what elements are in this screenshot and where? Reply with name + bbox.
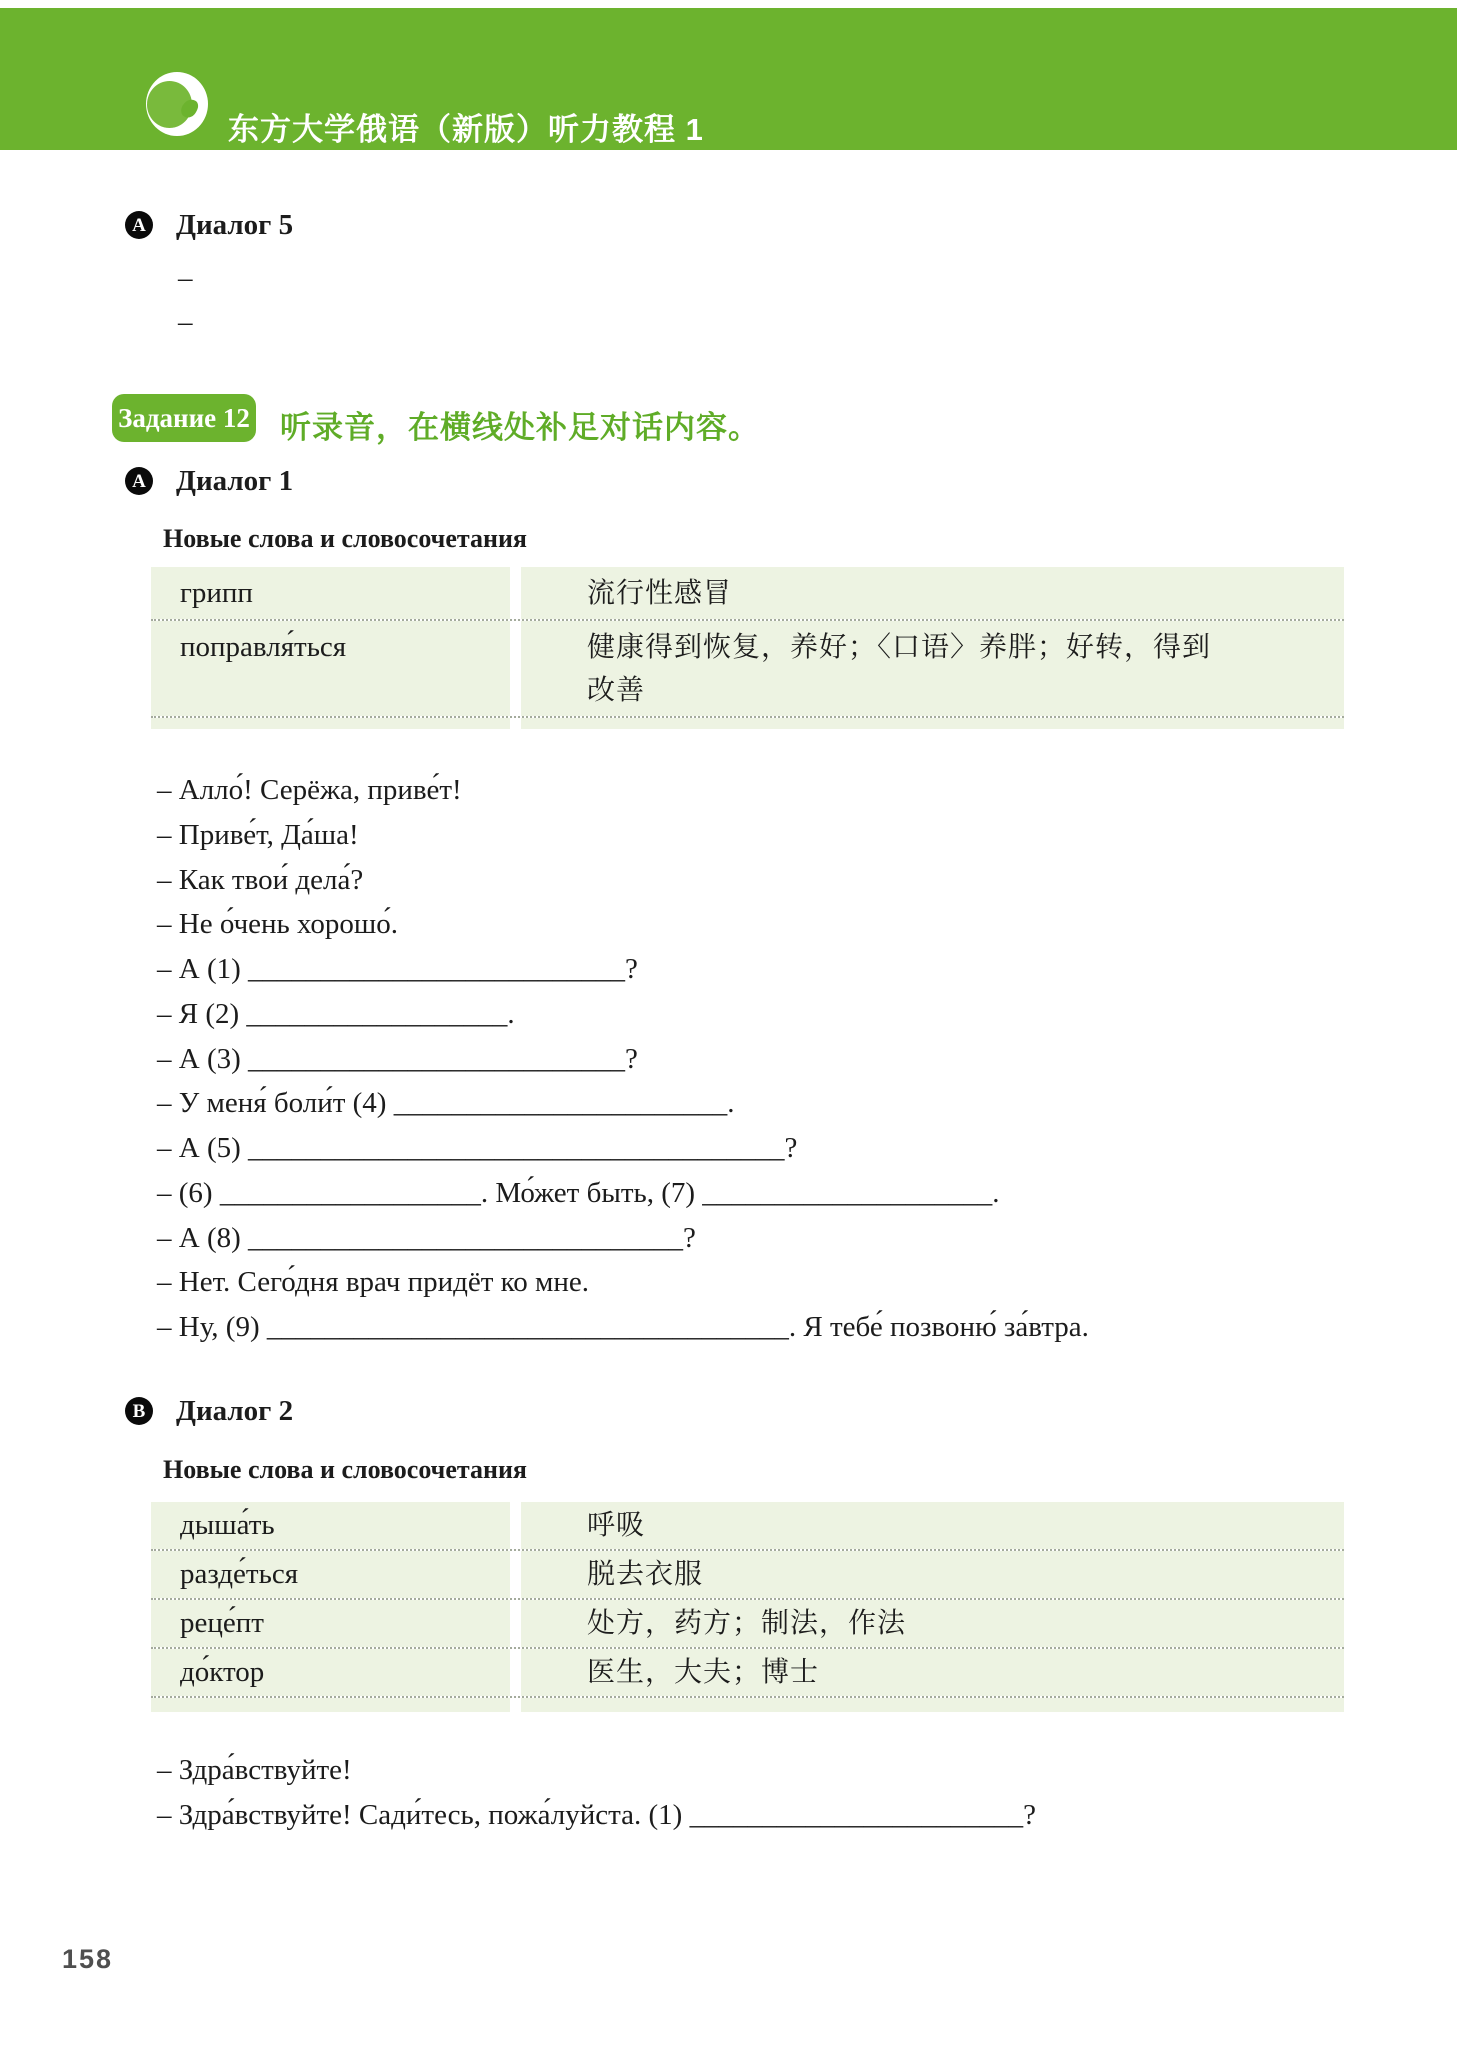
dialog1-lines [157,768,1089,1350]
dialog-line: – А (3) __________________________? [157,1042,638,1075]
book-title: 东方大学俄语（新版）听力教程 1 [228,112,704,147]
dialog-line: – А (1) __________________________? [157,953,638,985]
dialog-line: – [178,262,193,294]
dialog-line: – Приве́т, Да́ша! [157,818,359,851]
vocab-definition: 处方，药方；制法，作法 [521,1600,1344,1647]
dialog-line: – Здра́вствуйте! [157,1754,352,1786]
vocab-row [151,567,1344,621]
vocab-heading: Новые слова и словосочетания [163,1455,527,1484]
vocab-term: дыша́ть [151,1502,510,1549]
dialog2-lines [157,1748,1036,1838]
section-marker-b: B [125,1397,153,1425]
dialog1-title: Диалог 1 [176,465,294,497]
publisher-logo-icon [146,72,208,136]
vocab-table [151,567,1344,729]
dialog-line: – Здра́вствуйте! Сади́тесь, пожа́луйста. (1) _______________________? [157,1798,1036,1831]
dialog-line: – Как твои́ дела́? [157,863,364,896]
vocab-term: грипп [151,567,510,619]
task-badge: Задание 12 [112,394,256,442]
dialog5-title: Диалог 5 [176,209,294,241]
vocab-term: поправля́ться [151,621,510,716]
vocab-definition: 医生，大夫；博士 [521,1649,1344,1696]
dialog-line: – Нет. Сего́дня врач придёт ко мне. [157,1266,590,1299]
dialog-line: – У меня́ боли́т (4) _______________________. [157,1087,735,1120]
header-band [0,8,1457,150]
vocab-row [151,621,1344,718]
dialog-line: – Алло́! Серёжа, приве́т! [157,774,462,806]
dialog2-title: Диалог 2 [176,1395,294,1427]
dialog-line: – А (5) _____________________________________? [157,1132,798,1164]
vocab-term: разде́ться [151,1551,510,1598]
vocab-definition: 流行性感冒 [521,567,1344,619]
dialog-line: – Ну, (9) ____________________________________. Я тебе́ позвоню́ за́втра. [157,1311,1089,1343]
dialog-line: – А (8) ______________________________? [157,1221,696,1254]
vocab-row [151,1502,1344,1551]
dialog-line: – [178,306,193,338]
vocab-definition: 脱去衣服 [521,1551,1344,1598]
vocab-term: реце́пт [151,1600,510,1647]
task-instruction: 听录音，在横线处补足对话内容。 [280,410,760,445]
dialog-line: – (6) __________________. Мо́жет быть, (7) ____________________. [157,1176,1000,1209]
vocab-definition: 健康得到恢复，养好；〈口语〉养胖；好转，得到改善 [521,621,1344,716]
vocab-row [151,1649,1344,1698]
vocab-row [151,1551,1344,1600]
vocab-heading: Новые слова и словосочетания [163,524,527,553]
dialog-line: – Не о́чень хорошо́. [157,908,398,941]
vocab-definition: 呼吸 [521,1502,1344,1549]
vocab-table [151,1502,1344,1712]
vocab-row [151,1600,1344,1649]
dialog-line: – Я (2) __________________. [157,997,515,1030]
section-marker-a: A [125,211,153,239]
section-marker-a: A [125,467,153,495]
page-number: 158 [62,1944,114,1974]
vocab-term: до́ктор [151,1649,510,1696]
